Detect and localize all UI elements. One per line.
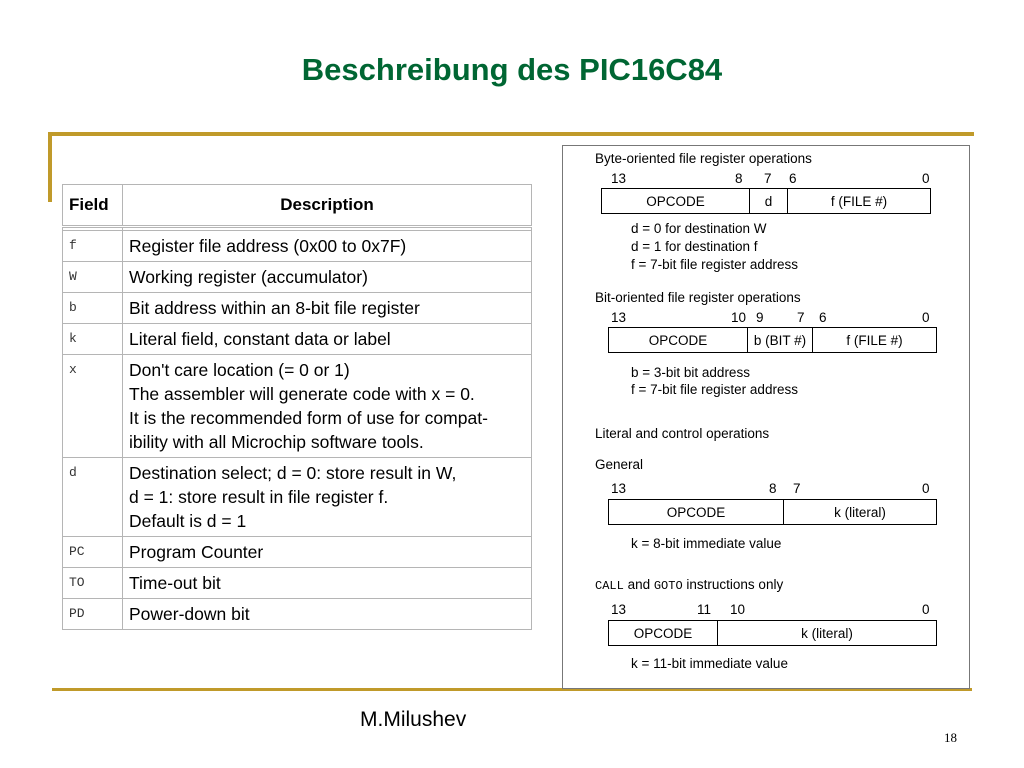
- bit-opcode-cell: OPCODE: [648, 332, 708, 348]
- table-row: [63, 599, 532, 630]
- description-line: It is the recommended form of use for compat-: [129, 408, 488, 428]
- callgoto-bit-13: 13: [611, 602, 627, 617]
- description-line: Program Counter: [129, 542, 264, 562]
- field-cell: PC: [63, 537, 123, 568]
- description-line: Power-down bit: [129, 604, 250, 624]
- field-cell: x: [63, 355, 123, 458]
- callgoto-note: k = 11-bit immediate value: [631, 656, 788, 671]
- description-cell: [123, 262, 532, 293]
- bit-bit-9: 9: [756, 310, 764, 325]
- literal-bit-8: 8: [769, 481, 777, 496]
- description-cell: [123, 324, 532, 355]
- literal-note: k = 8-bit immediate value: [631, 536, 782, 551]
- page-number: 18: [944, 730, 957, 745]
- bit-f-cell: f (FILE #): [812, 328, 936, 352]
- literal-bit-0: 0: [922, 481, 930, 496]
- bit-format-box: [608, 327, 937, 353]
- byte-f-cell: f (FILE #): [787, 189, 930, 213]
- description-cell: [123, 293, 532, 324]
- description-line: ibility with all Microchip software tools.: [129, 432, 424, 452]
- description-cell: [123, 599, 532, 630]
- byte-opcode-cell: OPCODE: [646, 193, 705, 209]
- byte-bit-7: 7: [764, 171, 772, 186]
- instruction-format-panel: [562, 145, 970, 689]
- byte-note: d = 1 for destination f: [631, 239, 758, 254]
- bit-bit-13: 13: [611, 310, 627, 325]
- table-row: [63, 568, 532, 599]
- byte-note: f = 7-bit file register address: [631, 257, 798, 272]
- description-line: The assembler will generate code with x = 0.: [129, 384, 475, 404]
- description-line: Destination select; d = 0: store result in W,: [129, 463, 457, 483]
- header-field: Field: [63, 185, 123, 227]
- decor-vertical-bar: [48, 132, 52, 202]
- callgoto-opcode-cell: OPCODE: [633, 625, 693, 641]
- description-cell: [123, 231, 532, 262]
- description-cell: [123, 355, 532, 458]
- byte-d-cell: d: [749, 189, 787, 213]
- field-cell: TO: [63, 568, 123, 599]
- byte-ops-heading: Byte-oriented file register operations: [595, 151, 812, 166]
- description-line: Bit address within an 8-bit file register: [129, 298, 420, 318]
- description-cell: [123, 568, 532, 599]
- callgoto-bit-10: 10: [730, 602, 746, 617]
- table-header-row: [63, 185, 532, 227]
- table-row: [63, 293, 532, 324]
- bit-bit-10: 10: [731, 310, 747, 325]
- table-row: [63, 231, 532, 262]
- call-keyword: CALL: [595, 579, 624, 593]
- goto-keyword: GOTO: [653, 579, 683, 593]
- callgoto-and: and: [623, 577, 654, 592]
- literal-general-subheading: General: [595, 457, 644, 472]
- description-cell: [123, 458, 532, 537]
- field-cell: k: [63, 324, 123, 355]
- slide-title: Beschreibung des PIC16C84: [301, 52, 723, 87]
- literal-opcode-cell: OPCODE: [666, 504, 726, 520]
- table-row: [63, 355, 532, 458]
- field-cell: d: [63, 458, 123, 537]
- byte-bit-8: 8: [735, 171, 743, 186]
- description-line: Time-out bit: [129, 573, 221, 593]
- byte-bit-13: 13: [611, 171, 627, 186]
- callgoto-rest: instructions only: [682, 577, 784, 592]
- description-line: Working register (accumulator): [129, 267, 368, 287]
- field-description-table: [62, 184, 532, 630]
- description-line: Default is d = 1: [129, 511, 247, 531]
- description-line: Register file address (0x00 to 0x7F): [129, 236, 407, 256]
- table-body: [63, 227, 532, 630]
- literal-bit-7: 7: [793, 481, 801, 496]
- bit-note: b = 3-bit bit address: [631, 365, 750, 380]
- literal-k-cell: k (literal): [783, 500, 936, 524]
- bit-bit-7: 7: [797, 310, 805, 325]
- bit-bit-0: 0: [922, 310, 930, 325]
- literal-format-box: [608, 499, 937, 525]
- table-row: [63, 537, 532, 568]
- description-line: Literal field, constant data or label: [129, 329, 391, 349]
- field-cell: f: [63, 231, 123, 262]
- bit-ops-heading: Bit-oriented file register operations: [595, 290, 801, 305]
- byte-bit-6: 6: [789, 171, 797, 186]
- table-row: [63, 458, 532, 537]
- header-description: Description: [123, 185, 532, 227]
- field-cell: b: [63, 293, 123, 324]
- callgoto-k-cell: k (literal): [717, 621, 936, 645]
- description-line: d = 1: store result in file register f.: [129, 487, 389, 507]
- decor-top-rule: [48, 132, 974, 136]
- bit-note: f = 7-bit file register address: [631, 382, 798, 397]
- description-cell: [123, 537, 532, 568]
- description-line: Don't care location (= 0 or 1): [129, 360, 350, 380]
- byte-bit-0: 0: [922, 171, 930, 186]
- table-row: [63, 262, 532, 293]
- author-name: M.Milushev: [360, 708, 467, 731]
- byte-note: d = 0 for destination W: [631, 221, 767, 236]
- bit-b-cell: b (BIT #): [747, 328, 812, 352]
- literal-ops-heading: Literal and control operations: [595, 426, 770, 441]
- field-cell: PD: [63, 599, 123, 630]
- callgoto-heading: [595, 577, 783, 593]
- callgoto-bit-11: 11: [697, 602, 712, 617]
- callgoto-format-box: [608, 620, 937, 646]
- literal-bit-13: 13: [611, 481, 627, 496]
- table-row: [63, 324, 532, 355]
- bit-bit-6: 6: [819, 310, 827, 325]
- field-cell: W: [63, 262, 123, 293]
- byte-format-box: [601, 188, 931, 214]
- callgoto-bit-0: 0: [922, 602, 930, 617]
